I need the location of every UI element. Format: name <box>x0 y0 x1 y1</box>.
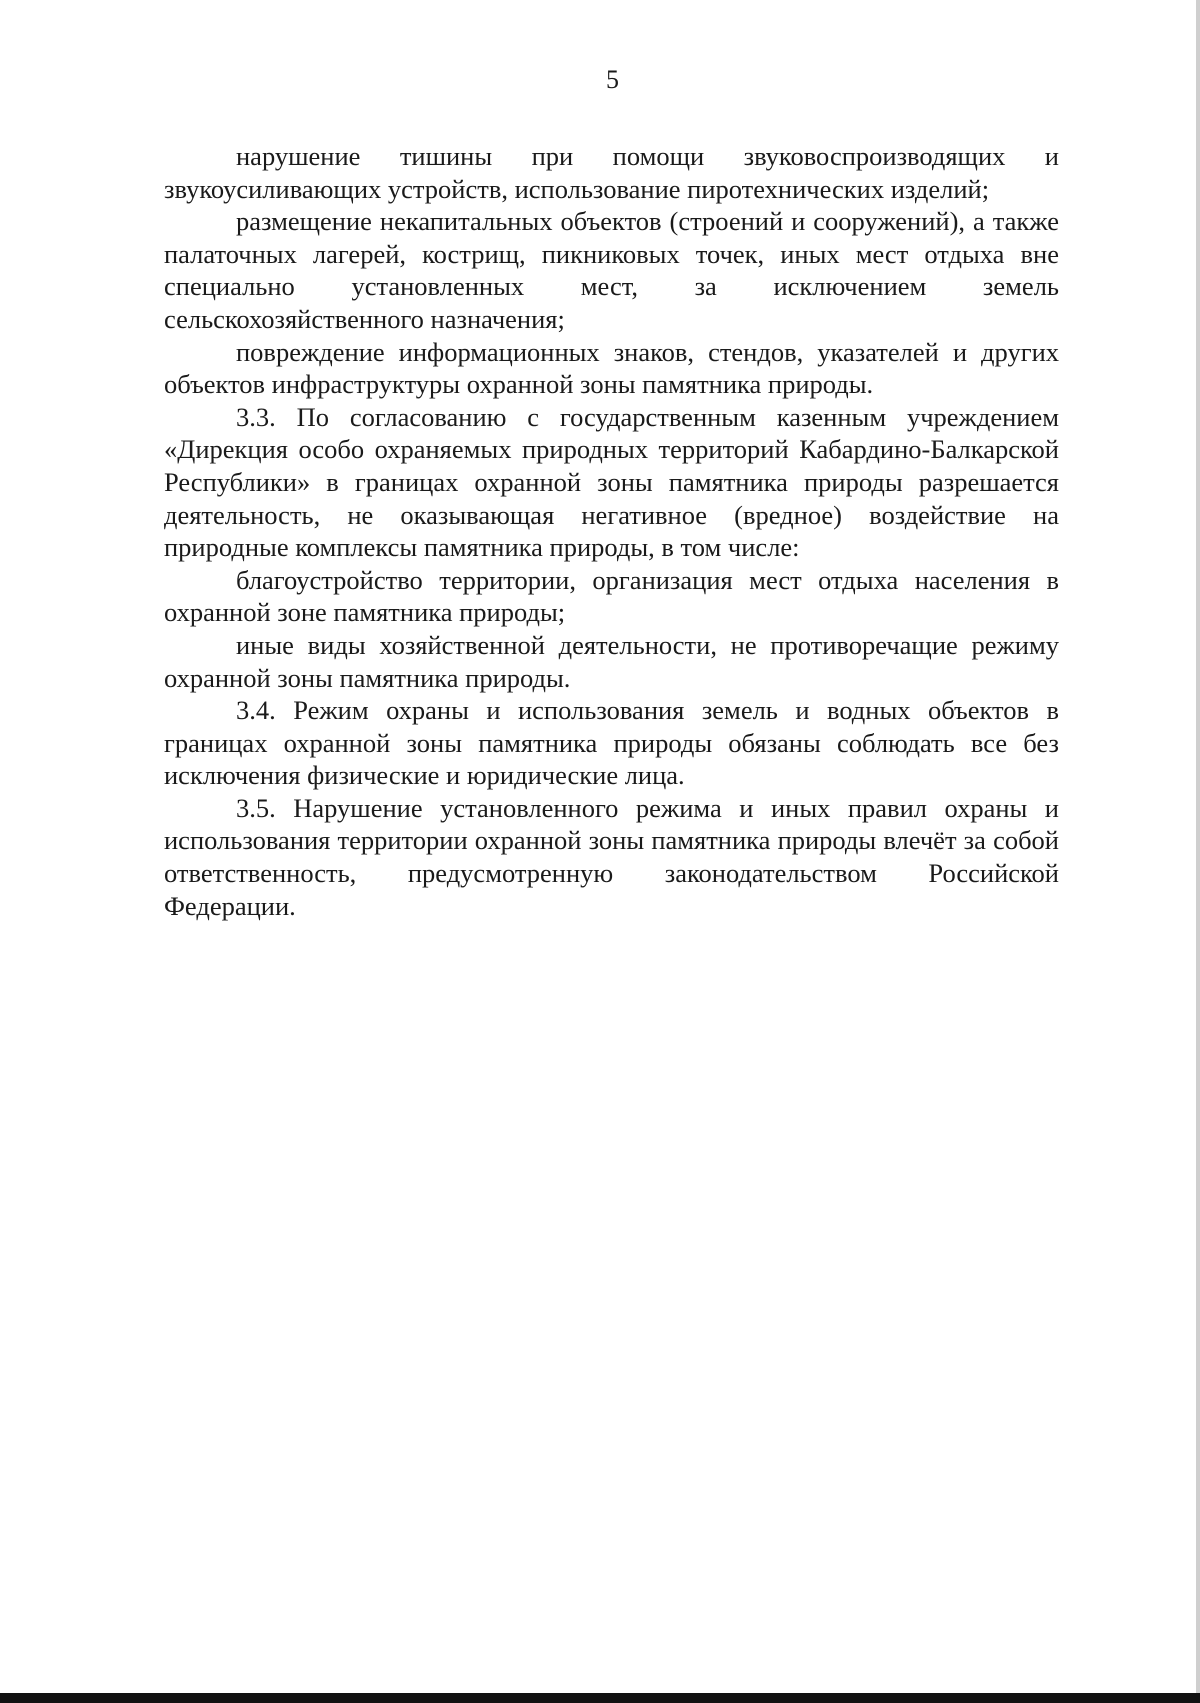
paragraph-landscaping: благоустройство территории, организация мест отдыха населения в охранной зоне памятника природы; <box>164 564 1059 628</box>
paragraph-noise-violation: нарушение тишины при помощи звуковоспроизводящих и звукоусиливающих устройств, использование пиротехнических изделий; <box>164 141 1059 204</box>
page-number: 5 <box>606 65 619 94</box>
paragraph-sign-damage: повреждение информационных знаков, стендов, указателей и других объектов инфраструктуры охранной зоны памятника природы. <box>164 336 1059 400</box>
scan-bottom-edge <box>0 1693 1200 1703</box>
paragraph-other-activities: иные виды хозяйственной деятельности, не противоречащие режиму охранной зоны памятника природы. <box>164 629 1059 693</box>
paragraph-temporary-objects: размещение некапитальных объектов (строений и сооружений), а также палаточных лагерей, кострищ, пикниковых точек, иных мест отдыха вне специально установленных мест, за исключением земель сельскохозяйственного назначения; <box>164 206 1059 334</box>
paragraph-section-3-3: 3.3. По согласованию с государственным казенным учреждением «Дирекция особо охраняемых природных территорий Кабардино-Балкарской Республики» в границах охранной зоны памятника природы разрешается деятельность, не оказывающая негативное (вредное) воздействие на природные комплексы памятника природы, в том числе: <box>164 401 1059 563</box>
scan-right-edge <box>1196 0 1200 1703</box>
paragraph-section-3-5: 3.5. Нарушение установленного режима и иных правил охраны и использования территории охранной зоны памятника природы влечёт за собой ответственность, предусмотренную законодательством Российской Федерации. <box>164 792 1059 921</box>
paragraph-section-3-4: 3.4. Режим охраны и использования земель и водных объектов в границах охранной зоны памятника природы обязаны соблюдать все без исключения физические и юридические лица. <box>164 695 1059 791</box>
document-body <box>164 140 1059 922</box>
